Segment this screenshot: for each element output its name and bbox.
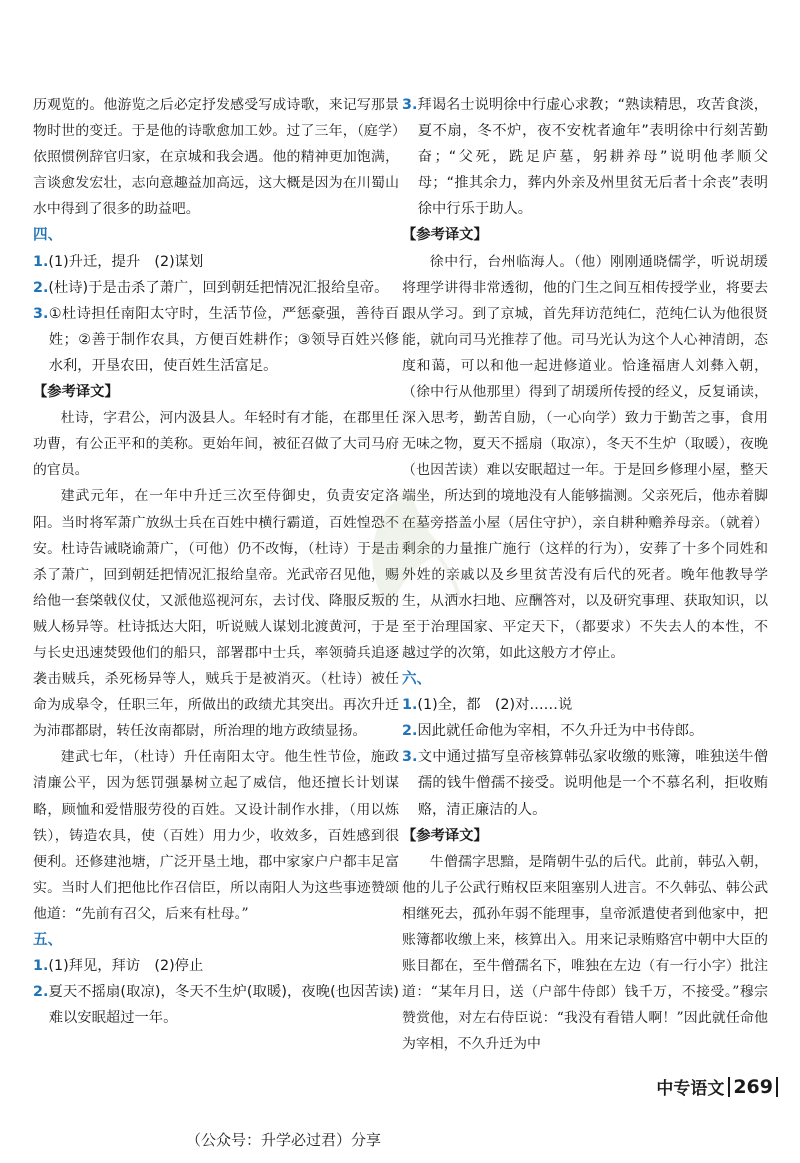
page-footer [656, 1074, 778, 1099]
s5-translation-para-1: 徐中行，台州临海人。（他）刚刚通晓儒学，听说胡瑗将理学讲得非常透彻，他的门生之间互相传授学业，将要去跟从学习。到了京城，首先拜访范纯仁，范纯仁认为他很贤能，就向司马光推荐了他。司马光认为这个人心神清朗，态度和蔼，可以和他一起进修道业。恰逢福唐人刘彝入朝，（徐中行从他那里）得到了胡瑗所传授的经义，反复诵读，深入思考，勤苦自励，（一心向学）致力于勤苦之事，食用无味之物，夏天不摇扇（取凉），冬天不生炉（取暖），夜晚（也因苦读）难以安眠超过一年。于是回乡修理小屋，整天端坐，所达到的境地没有人能够揣测。父亲死后，他赤着脚在墓旁搭盖小屋（居住守护），亲自耕种赡养母亲。（就着）剩余的力量推广施行（这样的行为），安葬了十多个同姓和外姓的亲戚以及乡里贫苦没有后代的死者。晚年他教导学生，从洒水扫地、应酬答对，以及研究事理、获取知识，以至于治理国家、平定天下，（都要求）不失去人的本性，不越过学的次第，如此这般方才停止。 [402, 253, 768, 661]
s6-answer-3-num: 3. [402, 749, 418, 766]
s6-answer-2-text: 因此就任命他为宰相，不久升迁为中书侍郎。 [417, 723, 704, 740]
s4-answer-3 [33, 301, 399, 379]
s6-answer-1 [402, 692, 768, 718]
s5-answer-1-text: (1)拜见，拜访 (2)停止 [48, 958, 204, 975]
s6-answer-2 [402, 718, 768, 744]
s5-answer-3-text: 拜谒名士说明徐中行虚心求教；“熟读精思，攻苦食淡，夏不扇，冬不炉，夜不安枕者逾年”表明徐中行刻苦勤奋；“父死，跣足庐墓，躬耕养母”说明他孝顺父母；“推其余力，葬内外亲及州里贫无后者十余丧”表明徐中行乐于助人。 [417, 97, 768, 218]
share-note: （公众号：升学必过君）分享 [186, 1131, 382, 1149]
s5-answer-1 [33, 953, 399, 979]
s6-reference-title: 【参考译文】 [402, 827, 488, 844]
s5-answer-1-num: 1. [33, 958, 49, 975]
s4-translation-para-1: 杜诗，字君公，河内汲县人。年轻时有才能，在郡里任功曹，有公正平和的美称。更始年间，被征召做了大司马府的官员。 [33, 410, 399, 479]
s4-translation-para-2: 建武元年，在一年中升迁三次至侍御史，负责安定洛阳。当时将军萧广放纵士兵在百姓中横行霸道，百姓惶恐不安。杜诗告诫晓谕萧广，（可他）仍不改悔，（杜诗）于是击杀了萧广，回到朝廷把情况汇报给皇帝。光武帝召见他，赐给他一套棨戟仪仗，又派他巡视河东，去讨伐、降服反叛的贼人杨异等。杜诗抵达大阳，听说贼人谋划北渡黄河，于是与长史迅速焚毁他们的船只，部署郡中士兵，率领骑兵追逐袭击贼兵，杀死杨异等人，贼兵于是被消灭。（杜诗）被任命为成皋令，任职三年，所做出的政绩尤其突出。再次升迁为沛郡都尉，转任汝南都尉，所治理的地方政绩显扬。 [33, 488, 399, 740]
s4-translation-para-3: 建武七年，（杜诗）升任南阳太守。他生性节俭，施政清廉公平，因为惩罚强暴树立起了威信，他还擅长计划谋略，顾恤和爱惜服劳役的百姓。又设计制作水排，（用以炼铁），铸造农具，使（百姓）用力少，收效多，百姓感到很便利。还修建池塘，广泛开垦土地，郡中家家户户都丰足富实。当时人们把他比作召信臣，所以南阳人为这些事迹赞颂他道：“先前有召父，后来有杜母。” [33, 749, 399, 922]
book-title: 中专语文 [656, 1079, 725, 1099]
s5-answer-2 [33, 979, 399, 1031]
s4-answer-1-num: 1. [33, 253, 49, 270]
s6-answer-2-num: 2. [402, 723, 418, 740]
s4-answer-3-text: ①杜诗担任南阳太守时，生活节俭，严惩豪强，善待百姓；②善于制作农具，方便百姓耕作；③领导百姓兴修水利，开垦农田，使百姓生活富足。 [48, 305, 399, 374]
intro-paragraph: 历观览的。他游览之后必定抒发感受写成诗歌，来记写那景物时世的变迁。于是他的诗歌愈加工妙。过了三年，（庭学）依照惯例辞官归家，在京城和我会遇。他的精神更加饱满，言谈愈发宏壮，志向意趣益加高远，这大概是因为在川蜀山水中得到了很多的助益吧。 [33, 97, 399, 218]
page-number: 269 [728, 1077, 778, 1097]
s5-answer-3-num: 3. [402, 97, 418, 113]
s4-reference-title: 【参考译文】 [33, 384, 119, 401]
section-6-title: 六、 [402, 670, 432, 688]
s4-answer-2 [33, 275, 399, 301]
s5-reference-title: 【参考译文】 [402, 227, 488, 244]
s5-answer-2-text: 夏天不摇扇(取凉)，冬天不生炉(取暖)，夜晚(也因苦读)难以安眠超过一年。 [48, 984, 399, 1027]
section-5-title: 五、 [33, 931, 63, 948]
s5-answer-3 [402, 92, 768, 222]
s6-answer-1-text: (1)全，都 (2)对……说 [417, 697, 573, 714]
s6-answer-3-text: 文中通过描写皇帝核算韩弘家收缴的账簿，唯独送牛僧孺的钱牛僧孺不接受。说明他是一个不慕名利，拒收贿赂，清正廉洁的人。 [417, 749, 768, 818]
s6-translation-para-1: 牛僧孺字思黯，是隋朝牛弘的后代。此前，韩弘入朝，他的儿子公武行贿权臣来阻塞别人进言。不久韩弘、韩公武相继死去，孤孙年弱不能理事，皇帝派遣使者到他家中，把账簿都收缴上来，核算出入。用来记录贿赂宫中朝中大臣的账目都在，至牛僧孺名下，唯独在左边（有一行小字）批注道：“某年月日，送（户部牛侍郎）钱千万，不接受。”穆宗赞赏他，对左右侍臣说：“我没有看错人啊！”因此就任命他为宰相，不久升迁为中 [402, 853, 768, 1053]
s4-answer-2-text: (杜诗)于是击杀了萧广，回到朝廷把情况汇报给皇帝。 [48, 279, 389, 296]
s5-answer-2-num: 2. [33, 984, 49, 1001]
section-4-title: 四、 [33, 226, 63, 244]
s4-answer-3-num: 3. [33, 305, 49, 322]
s4-answer-2-num: 2. [33, 279, 49, 296]
s6-answer-1-num: 1. [402, 697, 418, 714]
s4-answer-1 [33, 249, 399, 275]
watermark-logo-icon [330, 470, 490, 630]
s6-answer-3 [402, 744, 768, 822]
s4-answer-1-text: (1)升迁，提升 (2)谋划 [48, 253, 204, 270]
